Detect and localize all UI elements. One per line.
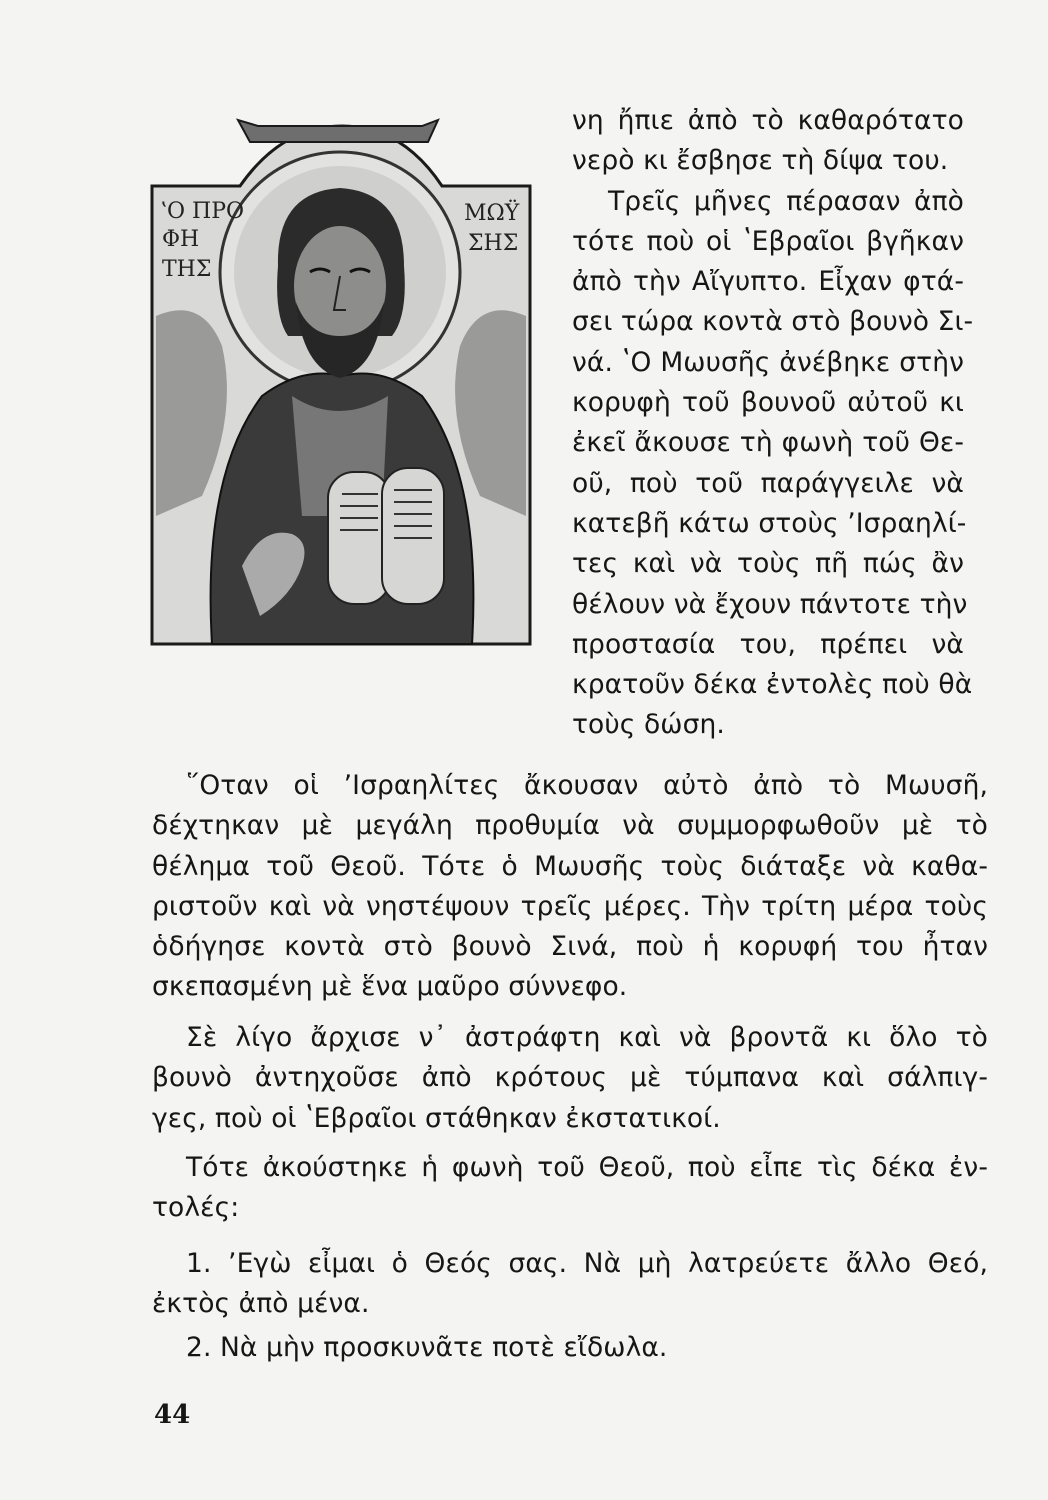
text-line: δέχτηκαν μὲ μεγάλη προθυμία νὰ συμμορφωθοῦν μὲ τὸ — [152, 810, 988, 842]
text-line: ἐκεῖ ἄκουσε τὴ φωνὴ τοῦ Θε- — [572, 427, 964, 459]
text-line: τότε ποὺ οἱ ʽΕβραῖοι βγῆκαν — [572, 225, 964, 257]
text-line: ἐκτὸς ἀπὸ μένα. — [152, 1288, 370, 1320]
text-line: τοὺς δώση. — [572, 709, 725, 741]
text-line: κατεβῆ κάτω στοὺς ʼΙσραηλί- — [572, 507, 967, 539]
text-line: Τρεῖς μῆνες πέρασαν ἀπὸ — [608, 185, 964, 217]
text-line: κρατοῦν δέκα ἐντολὲς ποὺ θὰ — [572, 669, 973, 701]
text-line: τολές: — [152, 1192, 240, 1224]
text-line: 2. Νὰ μὴν προσκυνᾶτε ποτὲ εἴδωλα. — [186, 1332, 668, 1363]
text-line: προστασία του, πρέπει νὰ — [572, 628, 964, 660]
commandment-1 — [152, 1244, 988, 1325]
text-line: θέλουν νὰ ἔχουν πάντοτε τὴν — [572, 588, 968, 620]
text-line: τες καὶ νὰ τοὺς πῆ πώς ἂν — [572, 548, 964, 580]
text-line: ὁδήγησε κοντὰ στὸ βουνὸ Σινά, ποὺ ἡ κορυφή του ἦταν — [152, 931, 988, 963]
text-line: Τότε ἀκούστηκε ἡ φωνὴ τοῦ Θεοῦ, ποὺ εἶπε τὶς δέκα ἐν- — [186, 1152, 988, 1183]
text-line: κορυφὴ τοῦ βουνοῦ αὐτοῦ κι — [572, 387, 964, 419]
text-line: βουνὸ ἀντηχοῦσε ἀπὸ κρότους μὲ τύμπανα καὶ σάλπιγ- — [152, 1062, 988, 1094]
icon-drawing — [142, 96, 540, 654]
text-line: οῦ, ποὺ τοῦ παράγγειλε νὰ — [572, 467, 964, 499]
text-line: 1. ʼΕγὼ εἶμαι ὁ Θεός σας. Νὰ μὴ λατρεύετε ἄλλο Θεό, — [186, 1248, 988, 1279]
text-line: σει τώρα κοντὰ στὸ βουνὸ Σι- — [572, 306, 974, 338]
column-text-block — [572, 101, 974, 746]
page-number: 44 — [154, 1400, 191, 1430]
text-line: νη ἤπιε ἀπὸ τὸ καθαρότατο — [572, 105, 964, 136]
text-line: σκεπασμένη μὲ ἕνα μαῦρο σύννεφο. — [152, 971, 628, 1003]
text-line: ῞Οταν οἱ ʼΙσραηλίτες ἄκουσαν αὐτὸ ἀπὸ τὸ Μωυσῆ, — [186, 770, 988, 801]
full-text-block-1 — [152, 766, 988, 1008]
icon-label-left-1: ʽΟ ΠΡΟ — [160, 199, 245, 224]
text-line: γες, ποὺ οἱ ʽΕβραῖοι στάθηκαν ἐκστατικοί. — [152, 1102, 721, 1134]
commandment-2 — [152, 1328, 988, 1368]
text-line: ἀπὸ τὴν Αἴγυπτο. Εἶχαν φτά- — [572, 266, 964, 298]
icon-label-left-3: ΤΗΣ — [162, 257, 212, 282]
full-text-block-2 — [152, 1018, 988, 1139]
icon-label-left-2: ΦΗ — [162, 227, 200, 252]
text-line: θέλημα τοῦ Θεοῦ. Τότε ὁ Μωυσῆς τοὺς διάταξε νὰ καθα- — [152, 850, 988, 882]
icon-label-right-1: ΜΩΫ — [464, 201, 520, 226]
text-line: ριστοῦν καὶ νὰ νηστέψουν τρεῖς μέρες. Τὴν τρίτη μέρα τοὺς — [152, 890, 988, 922]
icon-label-right-2: ΣΗΣ — [468, 231, 519, 256]
text-line: νά. ʽΟ Μωυσῆς ἀνέβηκε στὴν — [572, 346, 964, 378]
full-text-block-3 — [152, 1148, 988, 1229]
text-line: νερὸ κι ἔσβησε τὴ δίψα του. — [572, 145, 949, 177]
text-line: Σὲ λίγο ἄρχισε ν᾽ ἀστράφτη καὶ νὰ βροντᾶ κι ὅλο τὸ — [186, 1022, 988, 1053]
moses-icon-illustration — [142, 96, 540, 654]
